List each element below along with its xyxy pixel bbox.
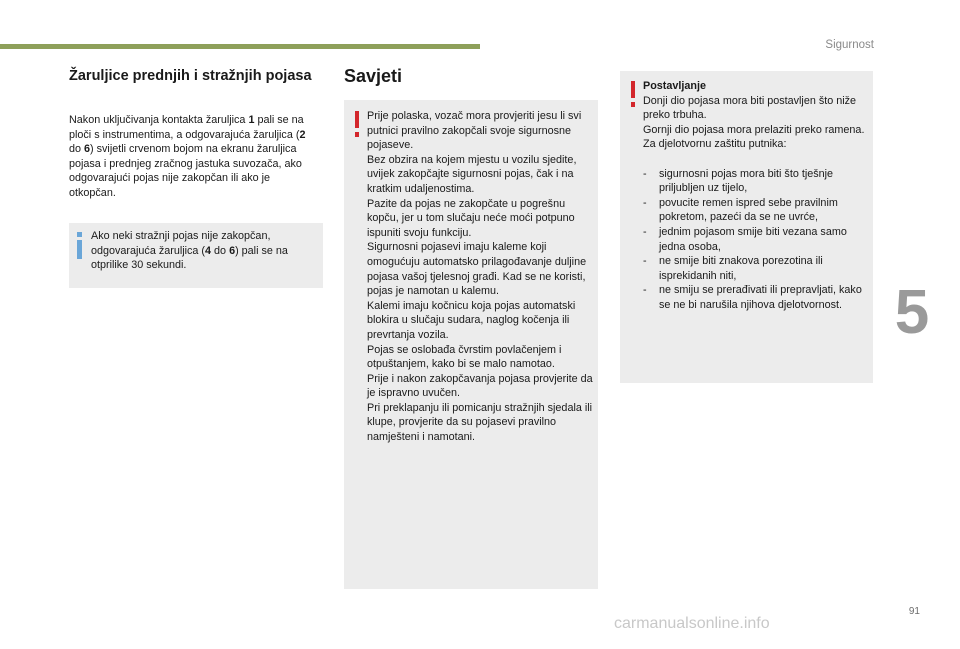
fitting-title: Postavljanje [643,80,707,92]
info-box [69,223,323,288]
warning-icon [631,81,635,107]
chapter-number: 5 [894,278,930,347]
warning-icon [355,111,359,137]
list-item: - povucite remen ispred sebe pravilnim pokretom, pazeći da se ne uvrće, [643,196,838,224]
watermark: carmanualsonline.info [614,615,770,632]
fitting-list [643,167,868,313]
page-number: 91 [908,606,920,617]
list-item: - sigurnosni pojas mora biti što tješnje priljubljen uz tijelo, [643,167,834,195]
list-item: - ne smiju se prerađivati ili prepravljati, kako se ne bi narušila njihova djelotvornost. [643,284,862,311]
info-icon [77,232,82,259]
advice-warning-box [344,100,598,589]
seatbelt-lamps-text: Nakon uključivanja kontakta žaruljica 1 pali se na ploči s instrumentima, a odgovarajuća žaruljica (2 do 6) svijetli crvenom bojom na ekranu žaruljica pojasa i prednjeg zračnog jastuka suvozača, ako odgovarajući pojas nije zakopčan ili ako je otkopčan. [69,114,306,199]
advice-heading: Savjeti [344,66,403,86]
section-label: Sigurnost [825,39,874,51]
list-item: - ne smije biti znakova porezotina ili isprekidanih niti, [643,255,823,282]
top-accent-bar [0,44,480,49]
fitting-intro: Donji dio pojasa mora biti postavljen što niže preko trbuha. Gornji dio pojasa mora prelaziti preko ramena. Za djelotvornu zaštitu putnika: [643,94,865,151]
info-text: Ako neki stražnji pojas nije zakopčan, odgovarajuća žaruljica (4 do 6) pali se na otprilike 30 sekundi. [91,230,288,272]
list-item: - jednim pojasom smije biti vezana samo jedna osoba, [643,225,847,253]
seatbelt-lamps-heading: Žaruljice prednjih i stražnjih pojasa [69,68,312,84]
advice-text: Prije polaska, vozač mora provjeriti jesu li svi putnici pravilno zakopčali svoje sigurnosne pojaseve. Bez obzira na kojem mjestu u vozilu sjedite, uvijek zakopčajte sigurnosni pojas, čak i na kratkim udaljenostima. Pazite da pojas ne zakopčate u pogrešnu kopču, jer u tom slučaju neće moći potpuno ispuniti svoju funkciju. Sigurnosni pojasevi imaju kaleme koji omogućuju automatsko prilagođavanje duljine pojasa vašoj tjelesnoj građi. Kad se ne koristi, pojas je namotan u kalemu. Kalemi imaju kočnicu koja pojas automatski blokira u slučaju sudara, naglog kočenja ili prevrtanja vozila. Pojas se oslobađa čvrstim povlačenjem i otpuštanjem, kako bi se malo namotao. Prije i nakon zakopčavanja pojasa provjerite da je ispravno uvučen. Pri preklapanju ili pomicanju stražnjih sjedala ili klupe, provjerite da su pojasevi pravilno namješteni i namotani. [367,110,593,444]
fitting-warning-box [620,71,873,383]
